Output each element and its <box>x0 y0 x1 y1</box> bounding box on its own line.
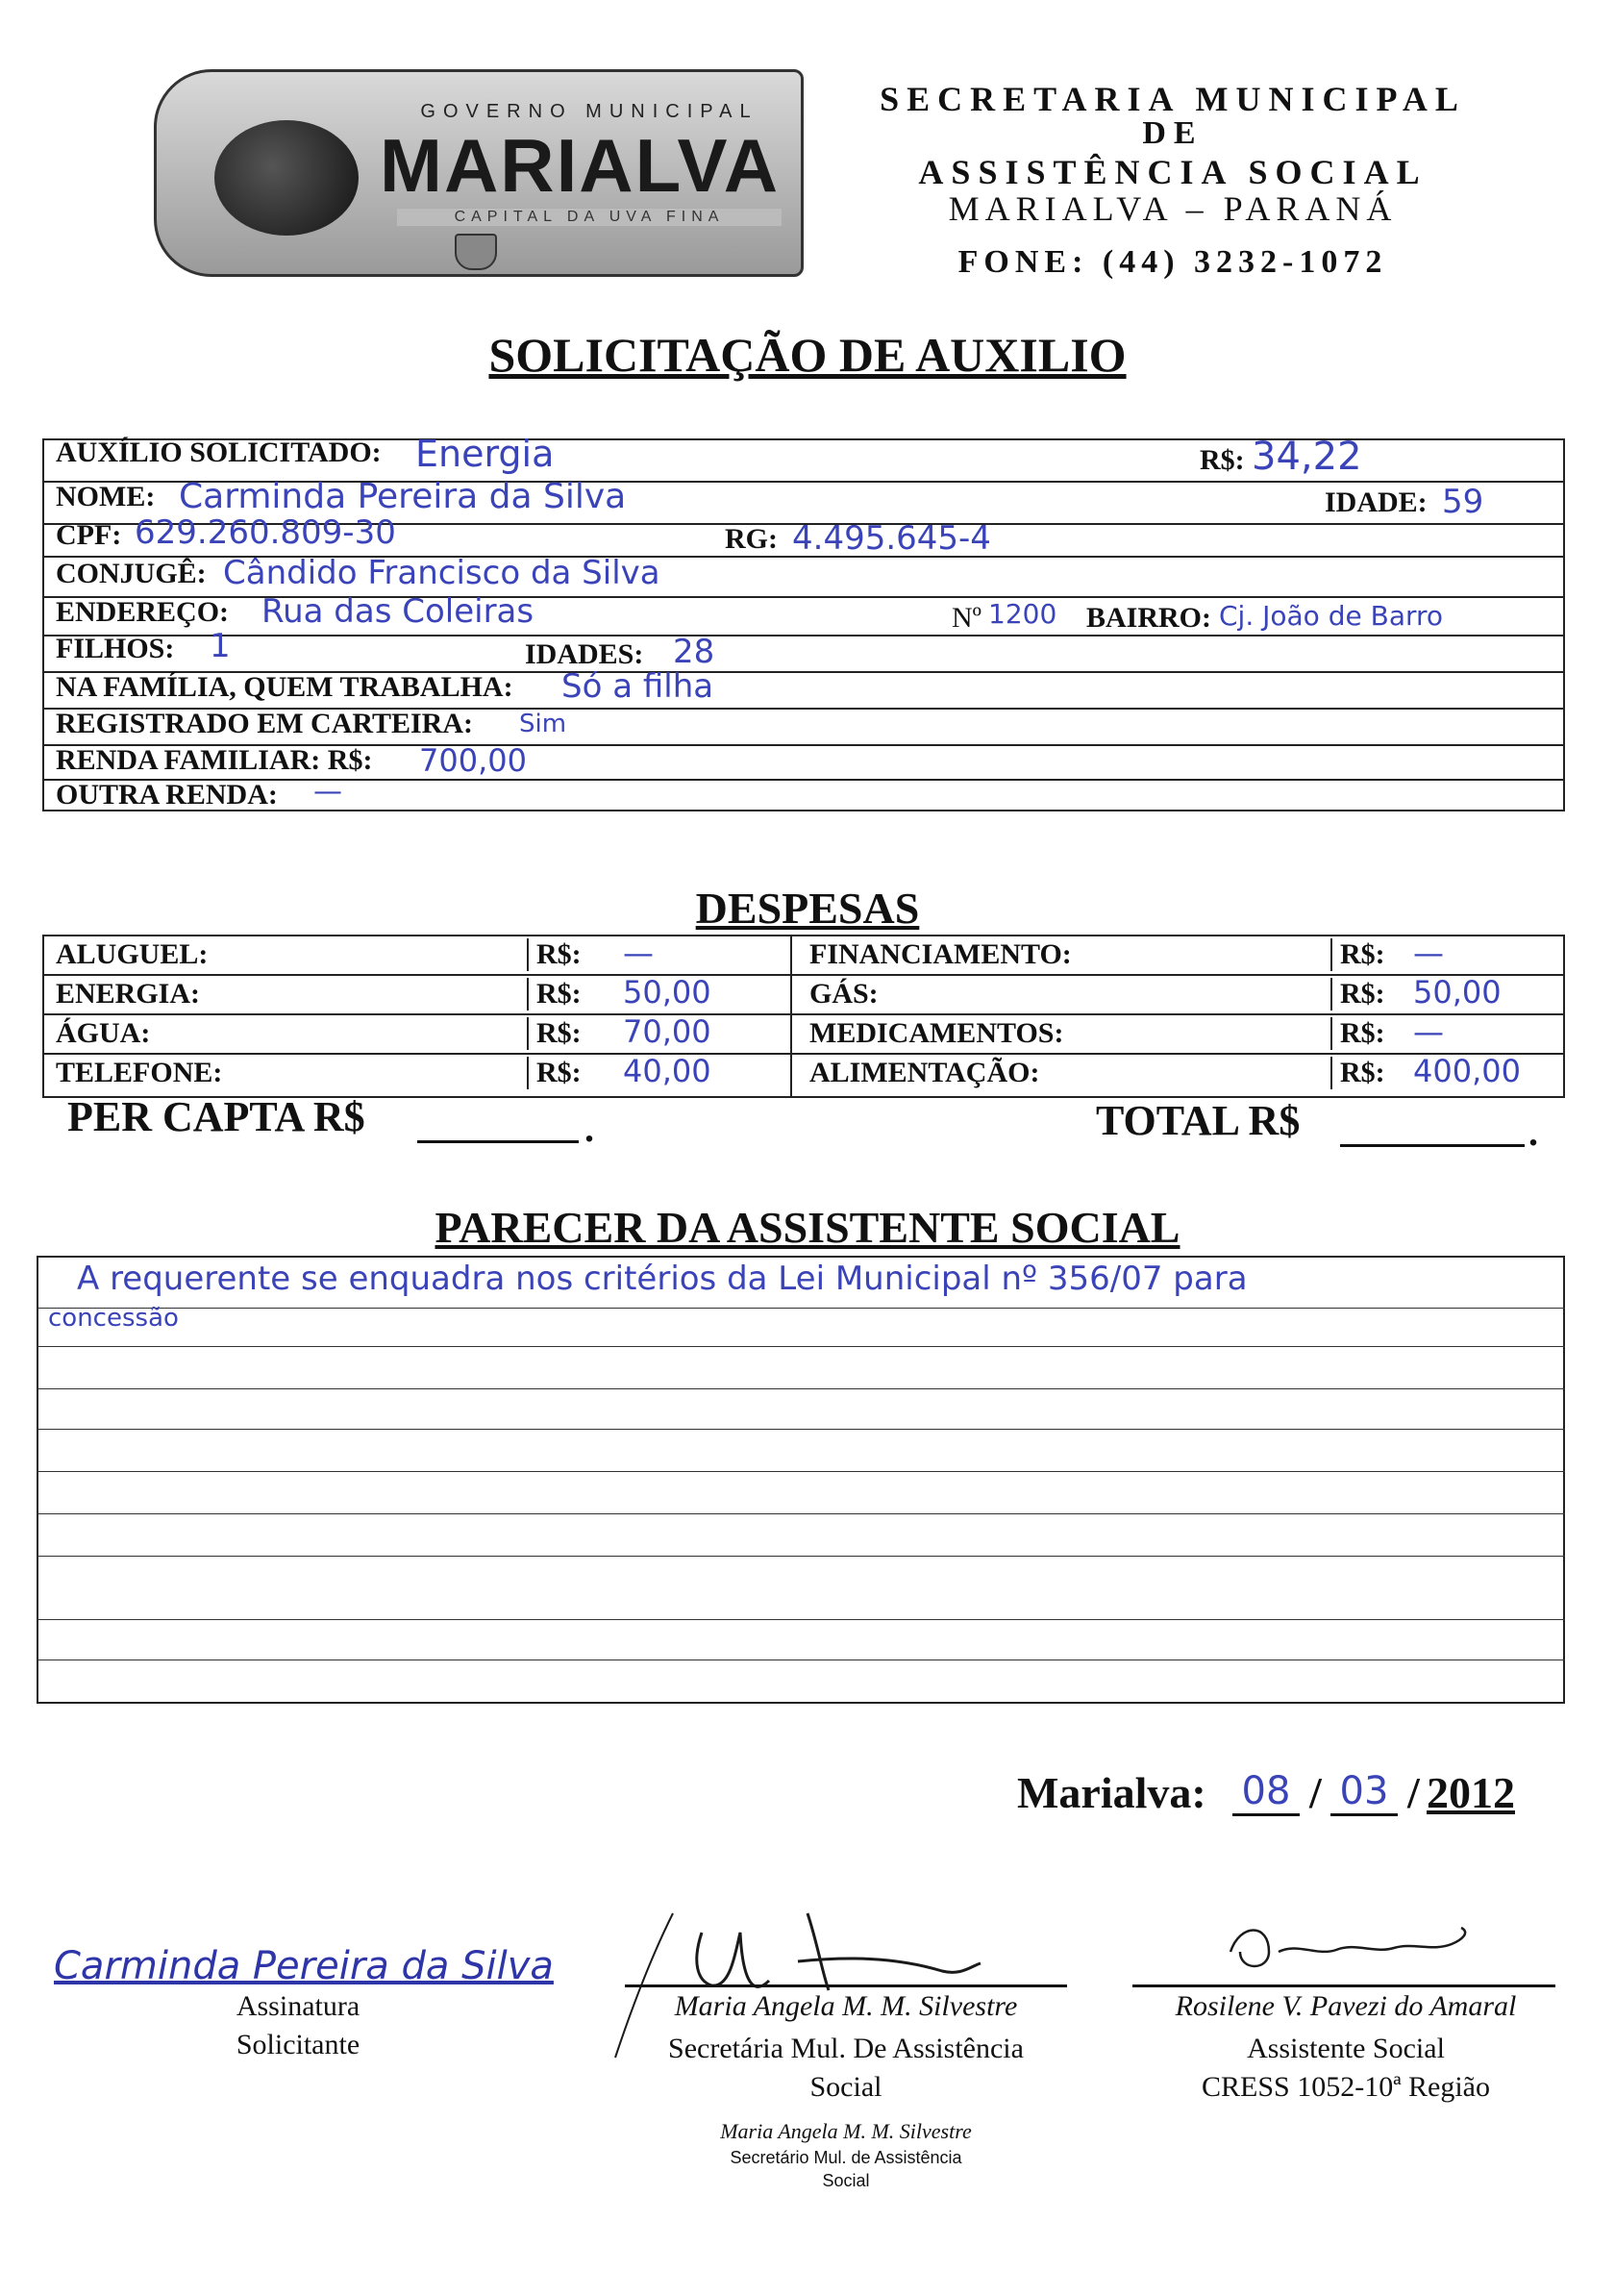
assistente-title: Assistente Social <box>1247 2033 1445 2064</box>
outra-renda-label: OUTRA RENDA: <box>56 779 278 811</box>
parecer-ruled-line <box>37 1556 1565 1557</box>
total-label: TOTAL R$ <box>1096 1097 1301 1144</box>
auxilio-rs-label: R$: <box>1200 444 1245 476</box>
auxilio-value[interactable]: Energia <box>415 433 555 475</box>
parecer-ruled-line <box>37 1619 1565 1620</box>
date-label: Marialva: <box>1017 1768 1206 1817</box>
despesa-label: ALIMENTAÇÃO: <box>809 1057 1040 1088</box>
conjuge-value[interactable]: Cândido Francisco da Silva <box>223 554 660 592</box>
trabalha-value[interactable]: Só a filha <box>561 667 714 706</box>
despesa-value[interactable]: 70,00 <box>623 1013 711 1050</box>
rg-label: RG: <box>725 523 778 555</box>
assistente-name: Rosilene V. Pavezi do Amaral <box>1175 1990 1517 2022</box>
parecer-ruled-line <box>37 1513 1565 1514</box>
stamp-title-1: Secretário Mul. de Assistência <box>730 2148 962 2167</box>
date-sep-1: / <box>1309 1768 1322 1817</box>
logo-top-text: GOVERNO MUNICIPAL <box>420 101 758 122</box>
stamp-name: Maria Angela M. M. Silvestre <box>720 2119 972 2143</box>
assistente-signature-scribble <box>1211 1913 1500 1981</box>
despesa-rs-label: R$: <box>1330 1017 1385 1050</box>
per-capta-blank[interactable] <box>417 1140 579 1143</box>
renda-value[interactable]: 700,00 <box>419 742 527 779</box>
parecer-ruled-line <box>37 1429 1565 1430</box>
despesa-value[interactable]: 40,00 <box>623 1053 711 1089</box>
despesas-title: DESPESAS <box>695 884 920 933</box>
parecer-box <box>37 1256 1565 1704</box>
parecer-ruled-line <box>37 1471 1565 1472</box>
auxilio-label: AUXÍLIO SOLICITADO: <box>56 437 382 468</box>
carteira-value[interactable]: Sim <box>519 710 567 738</box>
despesa-value[interactable]: 50,00 <box>1413 974 1502 1011</box>
trabalha-label: NA FAMÍLIA, QUEM TRABALHA: <box>56 671 513 703</box>
filhos-label: FILHOS: <box>56 633 175 664</box>
header-line-4: MARIALVA – PARANÁ <box>948 189 1398 228</box>
despesa-label: GÁS: <box>809 978 879 1010</box>
despesa-label: ÁGUA: <box>56 1017 151 1049</box>
idades-value[interactable]: 28 <box>673 633 715 671</box>
date-year: 2012 <box>1427 1768 1515 1817</box>
total-blank[interactable] <box>1340 1144 1525 1147</box>
despesa-label: ENERGIA: <box>56 978 201 1010</box>
despesa-value[interactable]: — <box>623 935 654 971</box>
despesa-label: TELEFONE: <box>56 1057 223 1088</box>
despesa-value[interactable]: 400,00 <box>1413 1053 1521 1089</box>
cpf-value[interactable]: 629.260.809-30 <box>135 513 396 552</box>
despesa-rs-label: R$: <box>527 978 582 1011</box>
despesa-label: MEDICAMENTOS: <box>809 1017 1064 1049</box>
despesa-rs-label: R$: <box>527 1017 582 1050</box>
cpf-label: CPF: <box>56 519 122 551</box>
filhos-value[interactable]: 1 <box>210 627 231 665</box>
header-phone: FONE: (44) 3232-1072 <box>957 244 1388 280</box>
logo-name: MARIALVA <box>379 123 781 208</box>
endereco-value[interactable]: Rua das Coleiras <box>261 592 534 631</box>
parecer-text-line-2[interactable]: concessão <box>48 1304 179 1333</box>
despesa-value[interactable]: 50,00 <box>623 974 711 1011</box>
secretaria-title-2: Social <box>809 2071 882 2103</box>
page-title: SOLICITAÇÃO DE AUXILIO <box>488 328 1127 382</box>
date-month[interactable]: 03 <box>1330 1769 1398 1816</box>
logo-bottom-text: CAPITAL DA UVA FINA <box>397 209 782 226</box>
bairro-value[interactable]: Cj. João de Barro <box>1219 600 1444 632</box>
nome-label: NOME: <box>56 481 156 512</box>
parecer-title: PARECER DA ASSISTENTE SOCIAL <box>435 1203 1180 1252</box>
carteira-label: REGISTRADO EM CARTEIRA: <box>56 708 473 739</box>
outra-renda-value[interactable]: — <box>313 775 342 809</box>
parecer-ruled-line <box>37 1308 1565 1309</box>
endereco-label: ENDEREÇO: <box>56 596 230 628</box>
nome-value[interactable]: Carminda Pereira da Silva <box>179 477 627 516</box>
per-capta-label: PER CAPTA R$ <box>67 1093 365 1140</box>
despesa-rs-label: R$: <box>1330 1057 1385 1089</box>
solicitante-label-2: Solicitante <box>236 2029 360 2060</box>
despesa-label: ALUGUEL: <box>56 938 209 970</box>
secretaria-title-1: Secretária Mul. De Assistência <box>668 2033 1024 2064</box>
parecer-ruled-line <box>37 1346 1565 1347</box>
despesa-rs-label: R$: <box>527 938 582 971</box>
stamp-title-2: Social <box>822 2171 870 2190</box>
parecer-ruled-line <box>37 1388 1565 1389</box>
grapes-icon <box>214 120 359 236</box>
parecer-text-line-1[interactable]: A requerente se enquadra nos critérios da Lei Municipal nº 356/07 para <box>77 1260 1248 1298</box>
idade-label: IDADE: <box>1325 487 1428 518</box>
header-line-2: DE <box>1142 115 1204 151</box>
despesa-rs-label: R$: <box>1330 978 1385 1011</box>
solicitante-label-1: Assinatura <box>236 1990 360 2022</box>
despesa-value[interactable]: — <box>1413 935 1444 971</box>
municipal-logo <box>154 69 804 277</box>
secretaria-signature-line <box>625 1984 1067 1987</box>
idades-label: IDADES: <box>525 638 644 670</box>
idade-value[interactable]: 59 <box>1442 483 1484 521</box>
solicitante-signature: Carminda Pereira da Silva <box>54 1944 554 1988</box>
secretaria-name: Maria Angela M. M. Silvestre <box>674 1990 1018 2022</box>
assistente-cress: CRESS 1052-10ª Região <box>1202 2071 1490 2103</box>
date-sep-2: / <box>1407 1768 1420 1817</box>
rg-value[interactable]: 4.495.645-4 <box>792 519 991 558</box>
renda-label: RENDA FAMILIAR: R$: <box>56 744 373 776</box>
conjuge-label: CONJUGÊ: <box>56 558 207 589</box>
bairro-label: BAIRRO: <box>1086 602 1212 634</box>
coat-of-arms-icon <box>455 234 497 270</box>
assistente-signature-line <box>1132 1984 1555 1987</box>
despesa-label: FINANCIAMENTO: <box>809 938 1072 970</box>
numero-value[interactable]: 1200 <box>988 598 1057 630</box>
header-line-1: SECRETARIA MUNICIPAL <box>880 80 1466 118</box>
date-day[interactable]: 08 <box>1232 1769 1300 1816</box>
despesa-rs-label: R$: <box>527 1057 582 1089</box>
header-line-3: ASSISTÊNCIA SOCIAL <box>918 153 1428 191</box>
numero-label: Nº <box>952 602 981 634</box>
despesa-value[interactable]: — <box>1413 1013 1444 1050</box>
despesa-rs-label: R$: <box>1330 938 1385 971</box>
auxilio-rs-value[interactable]: 34,22 <box>1252 435 1362 479</box>
